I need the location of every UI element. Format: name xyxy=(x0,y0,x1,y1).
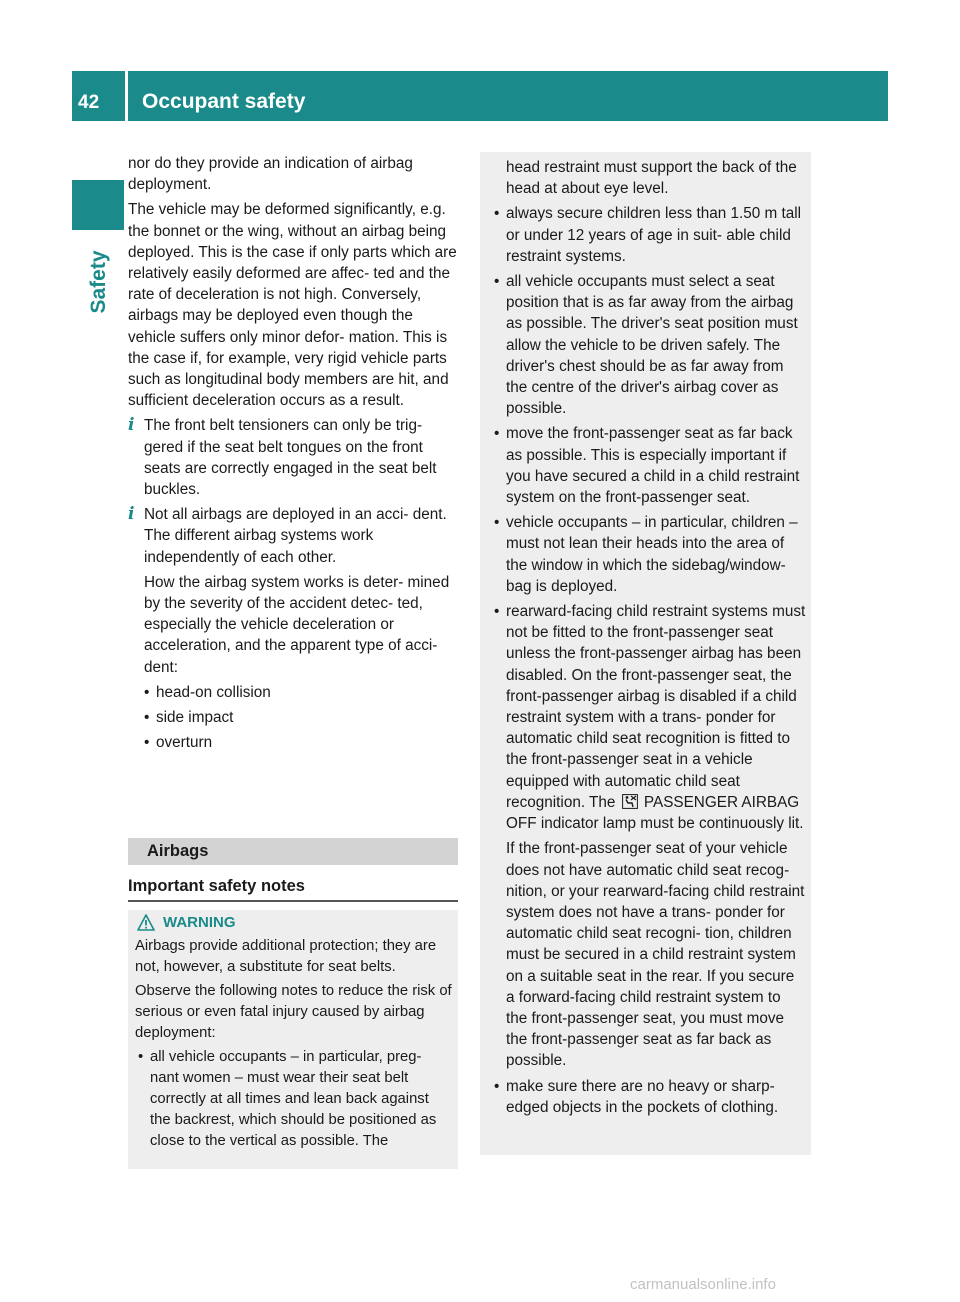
subsection-title: Important safety notes xyxy=(128,877,305,895)
side-tab-marker xyxy=(72,180,124,230)
warning-continuation-text: head restraint must support the back of the head at about eye level. xyxy=(506,159,797,198)
list-item-continuation: If the front-passenger seat of your vehicle does not have automatic child seat recog- nition, or your rearward-facing child restraint system does not have a trans- ponder for automatic child seat recogni- tion, children must be secured in a child restraint system on a suitable seat in the rear. If you secure a forward-facing child restraint system to the front-passenger seat, you must move the front-passenger seat as far back as possible. xyxy=(506,840,805,1070)
info-note-text: The front belt tensioners can only be trig- gered if the seat belt tongues on the front seats are correctly engaged in the seat belt buckles. xyxy=(144,417,437,499)
info-note-text: Not all airbags are deployed in an acci- dent. The different airbag systems work independently of each other. xyxy=(144,506,447,566)
right-column xyxy=(494,157,806,1122)
page-title: Occupant safety xyxy=(142,90,306,113)
list-item: • head-on collision xyxy=(144,682,460,703)
page-number: 42 xyxy=(78,92,100,113)
info-note xyxy=(128,504,460,568)
list-item xyxy=(494,601,806,834)
paragraph: nor do they provide an indication of airbag deployment. xyxy=(128,155,413,194)
info-icon: i xyxy=(128,504,135,525)
side-tab-label: Safety xyxy=(87,250,110,314)
warning-triangle-icon xyxy=(137,914,155,931)
warning-paragraph: Observe the following notes to reduce the risk of serious or even fatal injury caused by airbag deployment: xyxy=(135,983,452,1041)
watermark: carmanualsonline.info xyxy=(630,1276,776,1293)
info-note-continuation: How the airbag system works is deter- mined by the severity of the accident detec- ted, especially the vehicle deceleration or acceleration, and the apparent type of acci- dent: xyxy=(144,573,450,676)
list-item-text: PASSENGER AIRBAG OFF indicator lamp must be continuously lit. xyxy=(506,793,804,833)
list-item-text: rearward-facing child restraint systems must not be fitted to the front-passenger seat unless the front-passenger airbag has been disabled. On the front-passenger seat, the front-passenger airbag is disabled if a child restraint system with a trans- ponder for automatic child seat recognition is fitted to the front-passenger seat in a vehicle equipped with automatic child seat recognition. The xyxy=(506,603,806,811)
list-item: • make sure there are no heavy or sharp- edged objects in the pockets of clothing. xyxy=(494,1076,806,1118)
warning-paragraph: Airbags provide additional protection; they are not, however, a substitute for seat belts. xyxy=(135,938,437,975)
list-item: • vehicle occupants – in particular, children – must not lean their heads into the area of the window in which the sidebag/window- bag is deployed. xyxy=(494,512,806,597)
list-item: • side impact xyxy=(144,707,460,728)
paragraph: The vehicle may be deformed significantly, e.g. the bonnet or the wing, without an airbag being deployed. This is the case if only parts which are relatively easily deformed are affec- ted and the rate of deceleration is not high. Conversely, airbags may be deployed even though the vehicle suffers only minor defor- mation. This is the case if, for example, very rigid vehicle parts such as longitudinal body members are hit, and sufficient deceleration occurs as a result. xyxy=(128,201,457,410)
info-note xyxy=(128,415,460,500)
left-column xyxy=(128,153,460,757)
list-item: • always secure children less than 1.50 m tall or under 12 years of age in suit- able child restraint systems. xyxy=(494,203,806,267)
list-item: • all vehicle occupants must select a seat position that is as far away from the airbag as possible. The driver's seat position must allow the vehicle to be driven safely. The driver's chest should be as far away from the centre of the driver's airbag cover as possible. xyxy=(494,271,806,419)
subsection-rule xyxy=(128,900,458,902)
warning-heading xyxy=(135,913,453,933)
passenger-airbag-off-icon xyxy=(622,794,638,809)
warning-content xyxy=(135,913,453,1152)
section-title: Airbags xyxy=(147,842,209,860)
warning-heading-text: WARNING xyxy=(163,914,236,931)
info-icon: i xyxy=(128,415,135,436)
warning-list-item: • all vehicle occupants – in particular, preg- nant women – must wear their seat belt correctly at all times and lean back against the backrest, which should be positioned as close to the vertical as possible. The xyxy=(138,1047,453,1152)
list-item: • overturn xyxy=(144,732,460,753)
header-divider xyxy=(125,71,128,121)
list-item: • move the front-passenger seat as far back as possible. This is especially important if you have secured a child in a child restraint system on the front-passenger seat. xyxy=(494,423,806,508)
